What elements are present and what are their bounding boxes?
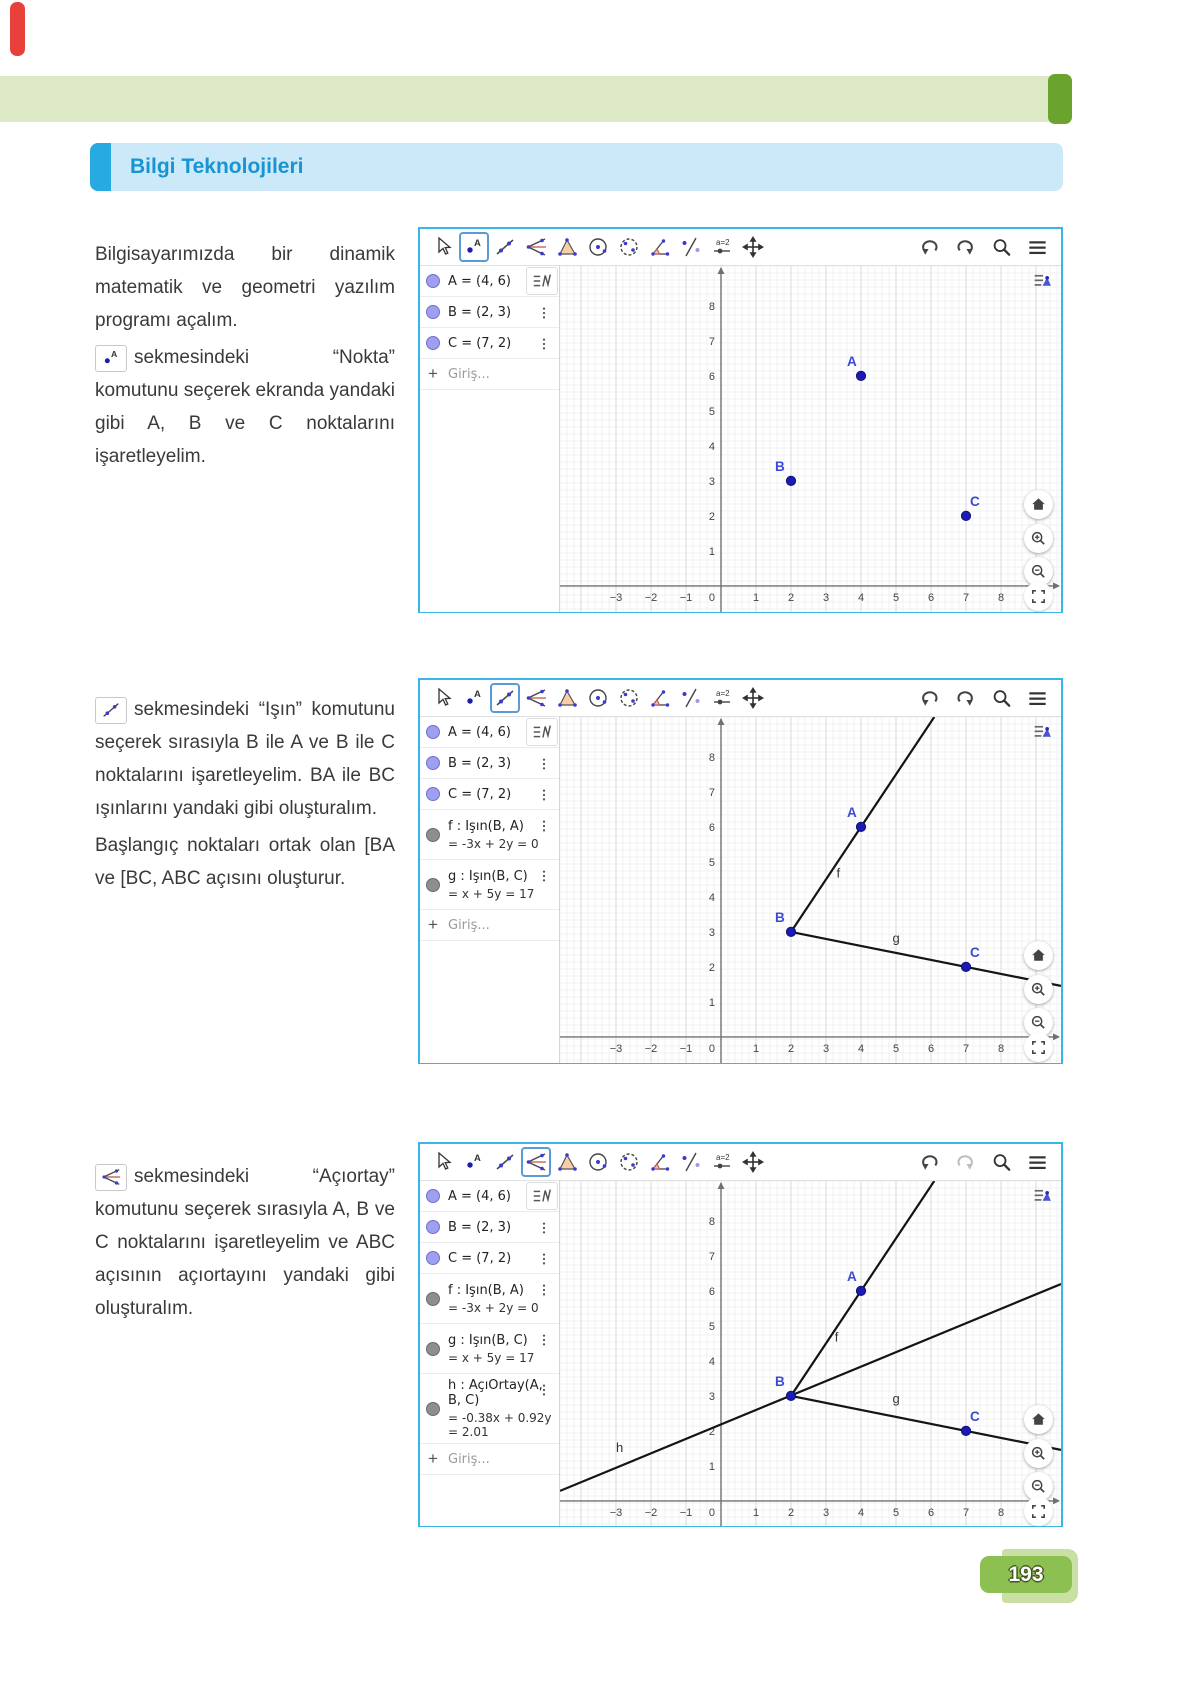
- algebra-entry-line2: = -3x + 2y = 0: [448, 836, 539, 851]
- point-label-C: C: [970, 493, 980, 509]
- y-tick-label: 1: [708, 1460, 715, 1473]
- x-tick-label: 6: [927, 1506, 935, 1519]
- algebra-entry-line1: Giriş...: [448, 917, 490, 933]
- line-label-h: h: [616, 1439, 624, 1455]
- home-icon[interactable]: [1024, 941, 1053, 970]
- x-tick-label: −3: [609, 1042, 623, 1055]
- algebra-entry-line1: C = (7, 2): [448, 1250, 512, 1266]
- polygon-tool[interactable]: [552, 683, 582, 713]
- graph-point-C[interactable]: [961, 511, 970, 520]
- y-tick-label: 5: [708, 405, 715, 418]
- menu-icon[interactable]: [1026, 1151, 1049, 1174]
- move-tool[interactable]: [428, 1147, 458, 1177]
- geogebra-toolbar: [420, 680, 1061, 717]
- redo-icon[interactable]: [954, 236, 977, 259]
- algebra-row[interactable]: [420, 297, 559, 328]
- x-tick-label: −2: [644, 1042, 658, 1055]
- line-h[interactable]: [560, 1284, 1061, 1491]
- redo-icon[interactable]: [954, 687, 977, 710]
- visibility-toggle[interactable]: [426, 1189, 440, 1203]
- visibility-toggle[interactable]: [426, 1251, 440, 1265]
- visibility-toggle[interactable]: [426, 725, 440, 739]
- x-tick-label: −3: [609, 1506, 623, 1519]
- circle-tool[interactable]: [583, 683, 613, 713]
- add-input-icon: +: [428, 915, 438, 934]
- ray-g[interactable]: [791, 1396, 1061, 1450]
- point-label-B: B: [775, 1373, 785, 1389]
- add-input-icon: +: [428, 1449, 438, 1468]
- graph-point-A[interactable]: [856, 371, 865, 380]
- row-menu-kebab-icon[interactable]: [536, 1382, 552, 1403]
- algebra-entry-line1: C = (7, 2): [448, 335, 512, 351]
- visibility-toggle[interactable]: [426, 336, 440, 350]
- graphics-style-toggle-icon[interactable]: [1032, 1187, 1054, 1207]
- y-tick-label: 8: [708, 300, 715, 313]
- x-tick-label: 3: [822, 1506, 830, 1519]
- y-tick-label: 3: [708, 926, 715, 939]
- home-icon[interactable]: [1024, 490, 1053, 519]
- y-tick-label: 2: [708, 1425, 715, 1438]
- menu-icon[interactable]: [1026, 687, 1049, 710]
- algebra-entry-line1: Giriş...: [448, 1451, 490, 1467]
- algebra-entry-line2: = x + 5y = 17: [448, 886, 535, 901]
- svg-text:a=2: a=2: [716, 689, 730, 698]
- x-tick-label: 2: [787, 591, 795, 604]
- move-tool[interactable]: [428, 683, 458, 713]
- point-label-C: C: [970, 944, 980, 960]
- angle-tool[interactable]: [645, 683, 675, 713]
- paragraph: [95, 829, 395, 895]
- toolbar-right: [918, 687, 1049, 710]
- graphics-style-toggle-icon[interactable]: [1032, 723, 1054, 743]
- graphics-canvas[interactable]: [560, 266, 1061, 612]
- algebra-entry-line2: = -3x + 2y = 0: [448, 1300, 539, 1315]
- geogebra-toolbar: [420, 1144, 1061, 1181]
- x-tick-label: 4: [857, 591, 865, 604]
- fullscreen-icon[interactable]: [1024, 1497, 1053, 1526]
- fullscreen-icon[interactable]: [1024, 582, 1053, 611]
- visibility-toggle[interactable]: [426, 1402, 440, 1416]
- ray-g[interactable]: [791, 932, 1061, 986]
- x-tick-label: −2: [644, 1506, 658, 1519]
- undo-icon[interactable]: [918, 687, 941, 710]
- algebra-entry-line1: B = (2, 3): [448, 304, 512, 320]
- x-tick-label: 1: [752, 1506, 760, 1519]
- x-tick-label: 6: [927, 1042, 935, 1055]
- x-tick-label: −1: [679, 1042, 693, 1055]
- algebra-row[interactable]: [420, 748, 559, 779]
- zoom-in-icon[interactable]: [1024, 1439, 1053, 1468]
- algebra-entry-line1: C = (7, 2): [448, 786, 512, 802]
- toolbar-tools: [428, 232, 768, 262]
- algebra-input-row[interactable]: [420, 910, 559, 941]
- search-icon[interactable]: [990, 236, 1013, 259]
- x-tick-label: 0: [708, 1042, 715, 1055]
- y-tick-label: 2: [708, 961, 715, 974]
- header-band-cap: [1048, 74, 1072, 124]
- graphics-style-toggle-icon[interactable]: [1032, 272, 1054, 292]
- geogebra-body: [420, 266, 1061, 612]
- visibility-toggle[interactable]: [426, 1292, 440, 1306]
- toolbar-right: [918, 236, 1049, 259]
- search-icon[interactable]: [990, 1151, 1013, 1174]
- section-1-text: [95, 238, 395, 477]
- redo-icon[interactable]: [954, 1151, 977, 1174]
- point-label-C: C: [970, 1408, 980, 1424]
- algebra-row[interactable]: [420, 1324, 559, 1374]
- algebra-entry-line1: g : Işın(B, C): [448, 868, 528, 884]
- x-tick-label: 8: [997, 1042, 1005, 1055]
- x-tick-label: 4: [857, 1506, 865, 1519]
- angle-tool[interactable]: [645, 1147, 675, 1177]
- algebra-input-style-icon[interactable]: [526, 267, 558, 295]
- x-tick-label: 6: [927, 591, 935, 604]
- move-view-tool[interactable]: [738, 232, 768, 262]
- paragraph-text: Bilgisayarımızda bir dinamik matematik ve geometri yazılım programı açalım.: [95, 244, 395, 331]
- paragraph: [95, 238, 395, 337]
- visibility-toggle[interactable]: [426, 305, 440, 319]
- undo-icon[interactable]: [918, 1151, 941, 1174]
- algebra-input-style-icon[interactable]: [526, 1182, 558, 1210]
- x-tick-label: 5: [892, 591, 900, 604]
- line-tool-inline-icon: [95, 697, 127, 724]
- graphics-view: [560, 1181, 1061, 1526]
- reflect-tool[interactable]: [676, 683, 706, 713]
- x-tick-label: 0: [708, 591, 715, 604]
- reflect-tool[interactable]: [676, 1147, 706, 1177]
- paragraph-text: Başlangıç noktaları ortak olan [BA ve [BC, ABC açısını oluşturur.: [95, 835, 395, 889]
- x-tick-label: −1: [679, 1506, 693, 1519]
- geogebra-body: [420, 1181, 1061, 1526]
- conic-tool[interactable]: [614, 1147, 644, 1177]
- x-tick-label: 7: [962, 591, 970, 604]
- algebra-panel: [420, 1181, 560, 1526]
- algebra-entry: [448, 914, 553, 937]
- algebra-entry-line1: A = (4, 6): [448, 273, 512, 289]
- y-tick-label: 5: [708, 1320, 715, 1333]
- section-title-bar: [90, 143, 1063, 191]
- graph-point-C[interactable]: [961, 1426, 970, 1435]
- svg-text:a=2: a=2: [716, 238, 730, 247]
- polygon-tool[interactable]: [552, 232, 582, 262]
- visibility-toggle[interactable]: [426, 878, 440, 892]
- x-tick-label: 5: [892, 1042, 900, 1055]
- y-tick-label: 1: [708, 996, 715, 1009]
- title-bar-cap: [90, 143, 111, 191]
- row-menu-kebab-icon[interactable]: [536, 1282, 552, 1303]
- zoom-in-icon[interactable]: [1024, 975, 1053, 1004]
- algebra-input-row[interactable]: [420, 1444, 559, 1475]
- row-menu-kebab-icon[interactable]: [536, 1251, 552, 1272]
- graph-point-B[interactable]: [786, 1391, 795, 1400]
- x-tick-label: 5: [892, 1506, 900, 1519]
- svg-text:A: A: [474, 689, 481, 700]
- angle-bisector-tool[interactable]: [521, 232, 551, 262]
- y-tick-label: 4: [708, 891, 715, 904]
- point-label-A: A: [847, 804, 857, 820]
- algebra-row[interactable]: [420, 779, 559, 810]
- x-tick-label: 3: [822, 1042, 830, 1055]
- point-tool[interactable]: [459, 232, 489, 262]
- graphics-canvas[interactable]: [560, 717, 1061, 1063]
- conic-tool[interactable]: [614, 683, 644, 713]
- geogebra-body: [420, 717, 1061, 1063]
- graph-point-A[interactable]: [856, 1286, 865, 1295]
- algebra-entry: [448, 363, 553, 386]
- graph-point-C[interactable]: [961, 962, 970, 971]
- visibility-toggle[interactable]: [426, 756, 440, 770]
- y-tick-label: 8: [708, 1215, 715, 1228]
- row-menu-kebab-icon[interactable]: [536, 787, 552, 808]
- x-tick-label: 0: [708, 1506, 715, 1519]
- reflect-tool[interactable]: [676, 232, 706, 262]
- ray-label-g: g: [892, 930, 900, 946]
- paragraph-text: sekmesindeki “Işın” komutunu seçerek sırasıyla B ile A ve B ile C noktalarını işaretleyelim. BA ile BC ışınlarını yandaki gibi oluşturalım.: [95, 699, 395, 819]
- algebra-row[interactable]: [420, 860, 559, 910]
- circle-tool[interactable]: [583, 1147, 613, 1177]
- x-tick-label: −3: [609, 591, 623, 604]
- svg-text:A: A: [474, 238, 481, 249]
- point-label-A: A: [847, 353, 857, 369]
- algebra-entry-line1: Giriş...: [448, 366, 490, 382]
- page-title: Bilgi Teknolojileri: [130, 155, 304, 178]
- point-tool[interactable]: [459, 683, 489, 713]
- algebra-row[interactable]: [420, 1374, 559, 1444]
- y-tick-label: 3: [708, 1390, 715, 1403]
- move-view-tool[interactable]: [738, 1147, 768, 1177]
- section-3-text: [95, 1160, 395, 1329]
- slider-tool[interactable]: [707, 232, 737, 262]
- fullscreen-icon[interactable]: [1024, 1033, 1053, 1062]
- algebra-entry: [448, 1448, 553, 1471]
- conic-tool[interactable]: [614, 232, 644, 262]
- algebra-entry-line1: h : AçıOrtay(A, B, C): [448, 1378, 543, 1408]
- algebra-entry-line1: g : Işın(B, C): [448, 1332, 528, 1348]
- algebra-row[interactable]: [420, 1212, 559, 1243]
- toolbar-tools: [428, 683, 768, 713]
- search-icon[interactable]: [990, 687, 1013, 710]
- header-band: [0, 76, 1052, 122]
- y-tick-label: 6: [708, 1285, 715, 1298]
- graph-point-B[interactable]: [786, 476, 795, 485]
- algebra-entry-line1: B = (2, 3): [448, 755, 512, 771]
- zoom-in-icon[interactable]: [1024, 524, 1053, 553]
- svg-text:A: A: [474, 1153, 481, 1164]
- circle-tool[interactable]: [583, 232, 613, 262]
- slider-tool[interactable]: [707, 1147, 737, 1177]
- undo-icon[interactable]: [918, 236, 941, 259]
- y-tick-label: 6: [708, 370, 715, 383]
- algebra-row[interactable]: [420, 810, 559, 860]
- graphics-view: [560, 717, 1061, 1063]
- x-tick-label: 7: [962, 1506, 970, 1519]
- y-tick-label: 2: [708, 510, 715, 523]
- point-tool-inline-icon: [95, 345, 127, 372]
- algebra-entry-line2: = -0.38x + 0.92y = 2.01: [448, 1411, 552, 1439]
- algebra-row[interactable]: [420, 1274, 559, 1324]
- visibility-toggle[interactable]: [426, 274, 440, 288]
- point-label-B: B: [775, 458, 785, 474]
- menu-icon[interactable]: [1026, 236, 1049, 259]
- y-tick-label: 7: [708, 335, 715, 348]
- algebra-entry-line1: f : Işın(B, A): [448, 818, 524, 834]
- algebra-entry-line2: = x + 5y = 17: [448, 1350, 535, 1365]
- row-menu-kebab-icon[interactable]: [536, 868, 552, 889]
- toolbar-right: [918, 1151, 1049, 1174]
- angle-bisector-tool[interactable]: [521, 683, 551, 713]
- algebra-row[interactable]: [420, 266, 559, 297]
- paragraph: [95, 693, 395, 825]
- point-tool[interactable]: [459, 1147, 489, 1177]
- graphics-canvas[interactable]: [560, 1181, 1061, 1526]
- y-tick-label: 4: [708, 1355, 715, 1368]
- ray-label-f: f: [836, 865, 841, 881]
- paragraph-text: sekmesindeki “Açıortay” komutunu seçerek sırasıyla A, B ve C noktalarını işaretleyelim ve ABC açısının açıortayını yandaki gibi oluşturalım.: [95, 1166, 395, 1319]
- line-tool[interactable]: [490, 232, 520, 262]
- y-tick-label: 4: [708, 440, 715, 453]
- move-tool[interactable]: [428, 232, 458, 262]
- algebra-row[interactable]: [420, 328, 559, 359]
- algebra-panel: [420, 266, 560, 612]
- algebra-row[interactable]: [420, 717, 559, 748]
- visibility-toggle[interactable]: [426, 1342, 440, 1356]
- x-tick-label: 1: [752, 1042, 760, 1055]
- graph-point-B[interactable]: [786, 927, 795, 936]
- geogebra-screenshot-2: [418, 678, 1063, 1064]
- section-2-text: [95, 693, 395, 899]
- toolbar-tools: [428, 1147, 768, 1177]
- home-icon[interactable]: [1024, 1405, 1053, 1434]
- y-tick-label: 8: [708, 751, 715, 764]
- x-tick-label: 2: [787, 1506, 795, 1519]
- x-tick-label: 3: [822, 591, 830, 604]
- x-tick-label: 8: [997, 591, 1005, 604]
- visibility-toggle[interactable]: [426, 787, 440, 801]
- slider-tool[interactable]: [707, 683, 737, 713]
- line-tool[interactable]: [490, 1147, 520, 1177]
- x-tick-label: −1: [679, 591, 693, 604]
- visibility-toggle[interactable]: [426, 828, 440, 842]
- y-tick-label: 6: [708, 821, 715, 834]
- ray-label-g: g: [892, 1390, 900, 1406]
- angle-bisector-tool[interactable]: [521, 1147, 551, 1177]
- paragraph: [95, 1160, 395, 1325]
- angle-tool[interactable]: [645, 232, 675, 262]
- geogebra-screenshot-3: [418, 1142, 1063, 1527]
- svg-text:A: A: [111, 349, 118, 360]
- y-tick-label: 1: [708, 545, 715, 558]
- add-input-icon: +: [428, 364, 438, 383]
- x-tick-label: 1: [752, 591, 760, 604]
- point-label-B: B: [775, 909, 785, 925]
- algebra-entry-line1: f : Işın(B, A): [448, 1282, 524, 1298]
- row-menu-kebab-icon[interactable]: [536, 336, 552, 357]
- row-menu-kebab-icon[interactable]: [536, 1220, 552, 1241]
- svg-text:a=2: a=2: [716, 1153, 730, 1162]
- y-tick-label: 3: [708, 475, 715, 488]
- page-number: 193: [1008, 1562, 1044, 1586]
- algebra-input-style-icon[interactable]: [526, 718, 558, 746]
- algebra-entry-line1: A = (4, 6): [448, 1188, 512, 1204]
- x-tick-label: 7: [962, 1042, 970, 1055]
- algebra-panel: [420, 717, 560, 1063]
- algebra-entry-line1: A = (4, 6): [448, 724, 512, 740]
- row-menu-kebab-icon[interactable]: [536, 756, 552, 777]
- y-tick-label: 7: [708, 786, 715, 799]
- page-number-badge: [980, 1556, 1072, 1593]
- algebra-row[interactable]: [420, 1243, 559, 1274]
- angle-bisector-tool-inline-icon: [95, 1164, 127, 1191]
- graph-point-A[interactable]: [856, 822, 865, 831]
- y-tick-label: 5: [708, 856, 715, 869]
- row-menu-kebab-icon[interactable]: [536, 1332, 552, 1353]
- algebra-entry-line1: B = (2, 3): [448, 1219, 512, 1235]
- polygon-tool[interactable]: [552, 1147, 582, 1177]
- paragraph-text: sekmesindeki “Nokta” komutunu seçerek ekranda yandaki gibi A, B ve C noktalarını işaretleyelim.: [95, 347, 395, 467]
- paragraph: [95, 341, 395, 473]
- algebra-input-row[interactable]: [420, 359, 559, 390]
- move-view-tool[interactable]: [738, 683, 768, 713]
- geogebra-screenshot-1: [418, 227, 1063, 613]
- red-accent-tab: [10, 2, 25, 56]
- line-tool[interactable]: [490, 683, 520, 713]
- algebra-row[interactable]: [420, 1181, 559, 1212]
- visibility-toggle[interactable]: [426, 1220, 440, 1234]
- x-tick-label: 2: [787, 1042, 795, 1055]
- x-tick-label: 8: [997, 1506, 1005, 1519]
- graphics-view: [560, 266, 1061, 612]
- geogebra-toolbar: [420, 229, 1061, 266]
- y-tick-label: 7: [708, 1250, 715, 1263]
- row-menu-kebab-icon[interactable]: [536, 818, 552, 839]
- x-tick-label: 4: [857, 1042, 865, 1055]
- point-label-A: A: [847, 1268, 857, 1284]
- row-menu-kebab-icon[interactable]: [536, 305, 552, 326]
- ray-label-f: f: [834, 1329, 839, 1345]
- x-tick-label: −2: [644, 591, 658, 604]
